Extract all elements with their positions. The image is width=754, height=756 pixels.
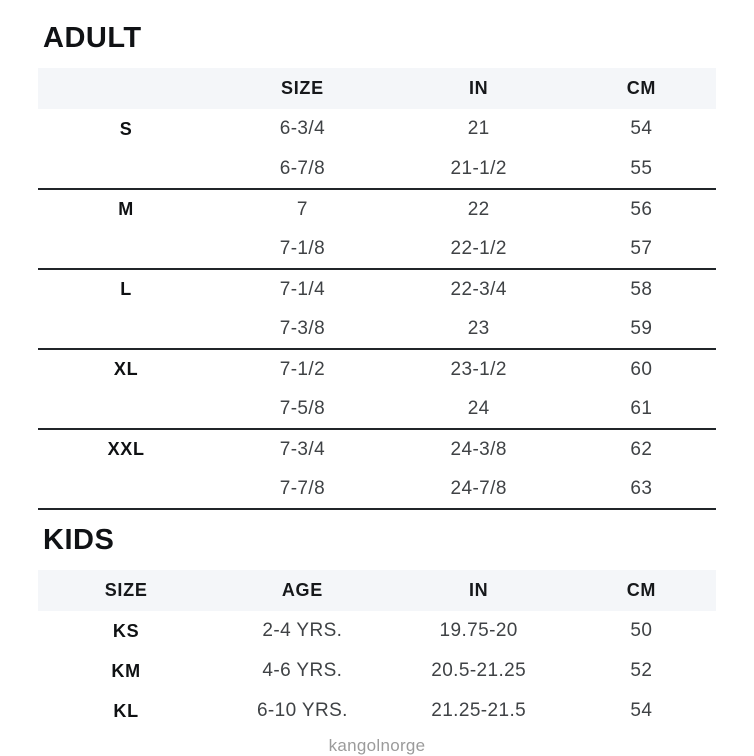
size-label-cell: KM [111,660,141,681]
age-cell: 2-4 YRS. [262,620,343,641]
cm-cell: 50 [630,620,653,641]
inches-cell: 24 [391,389,567,429]
size-label-cell [38,149,214,189]
size-label-cell [38,389,214,429]
inches-cell: 24-7/8 [391,469,567,509]
adult-col-inches: IN [391,68,567,109]
hat-size-cell: 6-3/4 [279,118,326,139]
inches-cell: 21 [467,118,490,139]
table-row [38,611,716,651]
table-row [38,269,716,309]
inches-cell: 23-1/2 [450,358,507,380]
size-label-cell [38,229,214,269]
table-row [38,349,716,389]
cm-cell: 59 [567,309,716,349]
kids-size-table [38,570,716,731]
adult-section-heading: ADULT [43,22,142,54]
age-cell: 4-6 YRS. [262,660,343,681]
inches-cell: 22-1/2 [391,229,567,269]
cm-cell: 54 [630,118,653,139]
table-row [38,109,716,149]
adult-size-table [38,68,716,510]
table-row [38,691,716,731]
cm-cell: 61 [567,389,716,429]
kids-section-heading: KIDS [43,524,115,556]
inches-cell: 24-3/8 [450,438,507,460]
brand-watermark: kangolnorge [328,736,426,755]
table-row [38,229,716,269]
size-label-cell: XL [113,359,139,379]
hat-size-cell: 7-1/2 [279,358,326,380]
size-label-cell: KS [112,620,140,641]
inches-cell: 21-1/2 [391,149,567,189]
kids-header-row [38,570,716,611]
size-label-cell: KL [113,700,139,721]
table-row [38,469,716,509]
hat-size-cell: 7-1/8 [214,229,390,269]
inches-cell: 21.25-21.5 [431,700,527,721]
inches-cell: 22 [467,198,490,220]
hat-size-cell: 7-3/8 [214,309,390,349]
cm-cell: 57 [567,229,716,269]
age-cell: 6-10 YRS. [256,700,348,721]
size-label-cell: S [119,118,133,139]
table-row [38,389,716,429]
size-label-cell: L [120,279,132,299]
hat-size-cell: 7-5/8 [214,389,390,429]
hat-size-cell: 6-7/8 [214,149,390,189]
size-label-cell: M [118,199,134,219]
size-label-cell: XXL [107,439,145,459]
cm-cell: 52 [630,660,653,681]
inches-cell: 22-3/4 [450,278,507,300]
hat-size-cell: 7 [296,198,308,220]
cm-cell: 55 [567,149,716,189]
kids-col-size: SIZE [38,570,214,611]
cm-cell: 54 [630,700,653,721]
hat-size-cell: 7-1/4 [279,278,326,300]
size-label-cell [38,309,214,349]
kids-col-age: AGE [214,570,390,611]
adult-col-cm: CM [567,68,716,109]
inches-cell: 19.75-20 [439,620,518,641]
size-label-cell [38,469,214,509]
hat-size-cell: 7-7/8 [214,469,390,509]
table-row [38,309,716,349]
table-row [38,651,716,691]
inches-cell: 23 [391,309,567,349]
kids-col-inches: IN [391,570,567,611]
cm-cell: 60 [630,358,653,380]
adult-col-size: SIZE [214,68,390,109]
cm-cell: 58 [630,278,653,300]
hat-size-cell: 7-3/4 [279,438,326,460]
inches-cell: 20.5-21.25 [431,660,527,681]
table-row [38,149,716,189]
table-row [38,429,716,469]
cm-cell: 56 [630,198,653,220]
adult-col-blank [38,68,214,109]
cm-cell: 62 [630,438,653,460]
kids-col-cm: CM [567,570,716,611]
table-row [38,189,716,229]
cm-cell: 63 [567,469,716,509]
adult-header-row [38,68,716,109]
